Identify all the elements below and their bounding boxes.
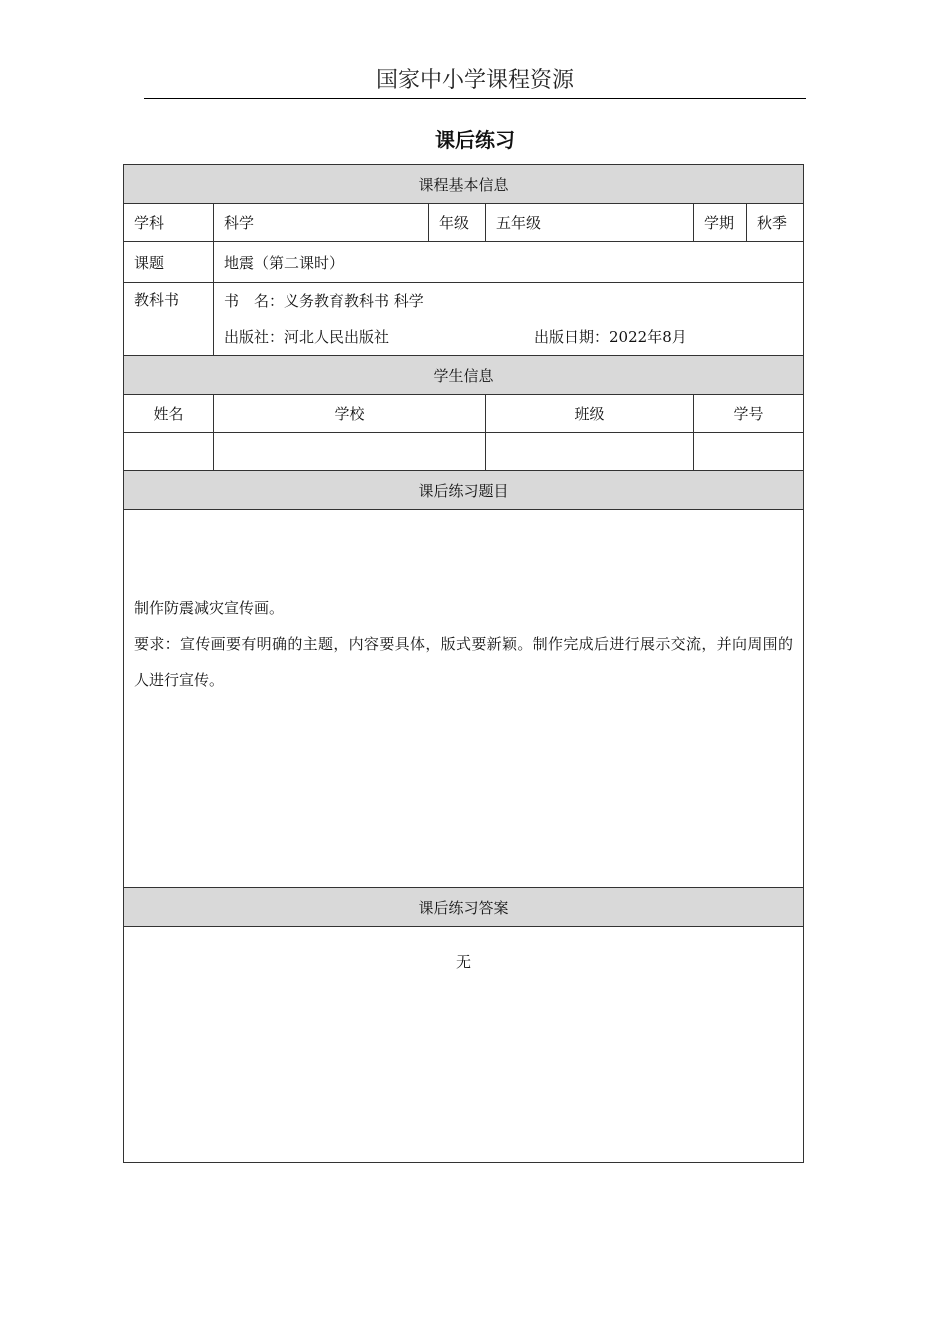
textbook-label: 教科书 (124, 283, 214, 356)
section-course-info: 课程基本信息 (124, 165, 804, 204)
subject-label: 学科 (124, 204, 214, 242)
section-answer: 课后练习答案 (124, 888, 804, 927)
col-header-name: 姓名 (124, 395, 214, 433)
topic-value: 地震（第二课时） (214, 242, 804, 283)
book-name-value: 义务教育教科书 科学 (284, 292, 424, 310)
section-student-info: 学生信息 (124, 356, 804, 395)
header-divider (144, 98, 806, 99)
student-name-cell (124, 433, 214, 471)
col-header-student-id: 学号 (694, 395, 804, 433)
pub-date (534, 325, 687, 349)
term-label: 学期 (694, 204, 747, 242)
textbook-details (214, 283, 804, 356)
exercise-form-table (123, 164, 804, 1163)
exercise-requirements: 要求：宣传画要有明确的主题，内容要具体，版式要新颖。制作完成后进行展示交流，并向周围的人进行宣传。 (134, 635, 793, 689)
book-name-line (224, 289, 793, 313)
grade-label: 年级 (429, 204, 486, 242)
pub-date-value: 2022年8月 (609, 328, 687, 346)
book-name-label: 书 名： (224, 292, 285, 310)
publisher-line (224, 325, 793, 349)
document-title: 课后练习 (435, 128, 515, 152)
section-exercise: 课后练习题目 (124, 471, 804, 510)
answer-content: 无 (124, 927, 804, 1163)
topic-label: 课题 (124, 242, 214, 283)
exercise-content (124, 510, 804, 888)
col-header-school: 学校 (214, 395, 486, 433)
page-header-title: 国家中小学课程资源 (375, 68, 574, 93)
subject-value: 科学 (214, 204, 429, 242)
student-id-cell (694, 433, 804, 471)
col-header-class: 班级 (486, 395, 694, 433)
student-school-cell (214, 433, 486, 471)
pub-date-label: 出版日期： (534, 328, 610, 346)
exercise-task: 制作防震减灾宣传画。 (134, 599, 285, 617)
publisher-label: 出版社： (224, 328, 285, 346)
student-class-cell (486, 433, 694, 471)
grade-value: 五年级 (486, 204, 694, 242)
publisher-value: 河北人民出版社 (284, 328, 390, 346)
term-value: 秋季 (747, 204, 804, 242)
